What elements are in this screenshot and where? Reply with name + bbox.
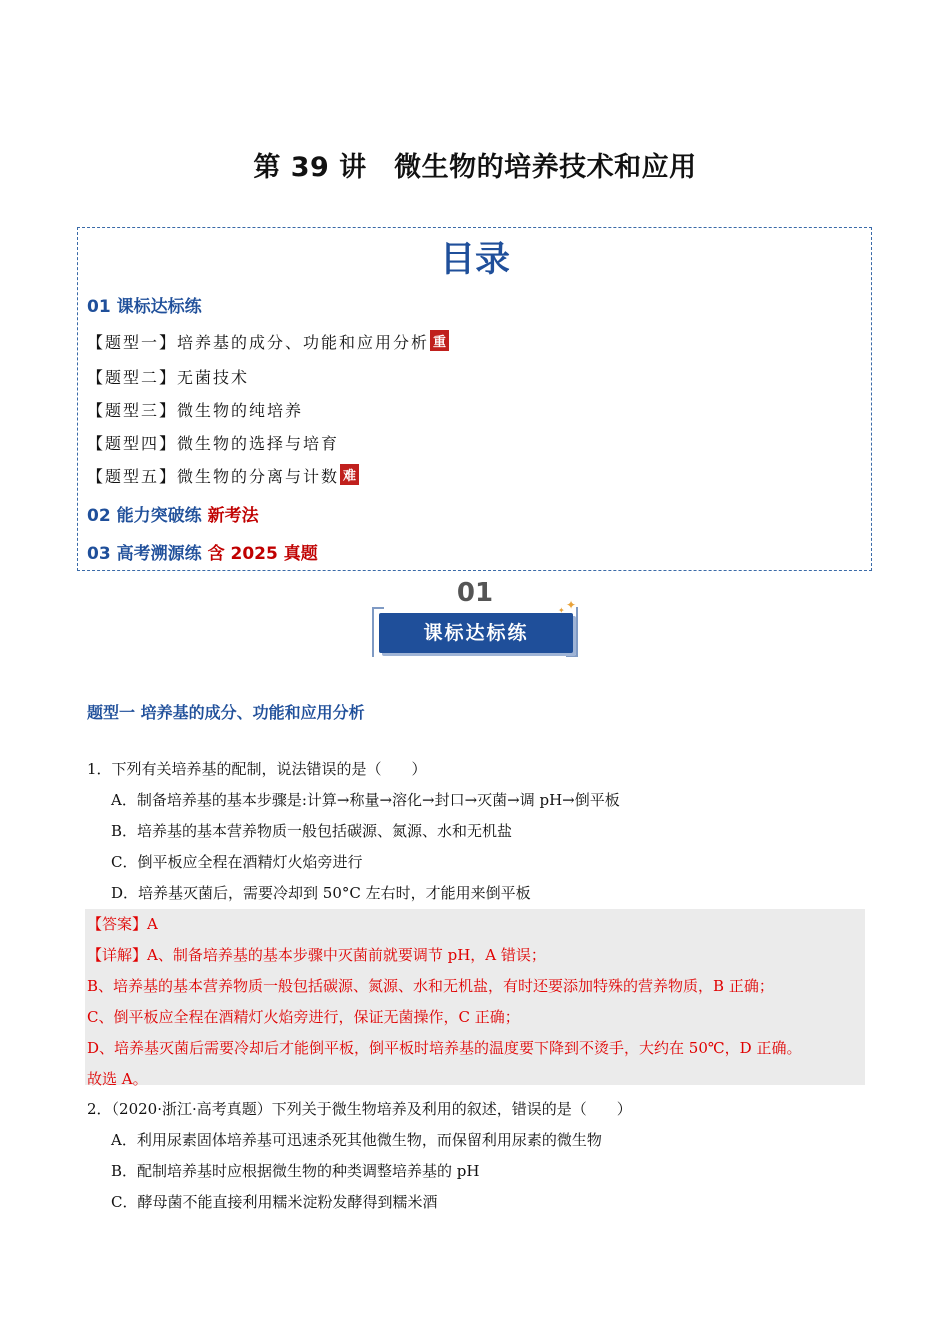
difficult-badge: 难	[340, 464, 359, 485]
explanation-line: C、倒平板应全程在酒精灯火焰旁进行，保证无菌操作，C 正确；	[87, 1008, 520, 1026]
toc-item-label: 【题型四】微生物的选择与培育	[87, 434, 340, 453]
toc-item-3[interactable]	[87, 398, 303, 421]
question-1-option-a: A．制备培养基的基本步骤是:计算→称量→溶化→封口→灭菌→调 pH→倒平板	[111, 791, 620, 809]
question-2-option-b: B．配制培养基时应根据微生物的种类调整培养基的 pH	[111, 1162, 480, 1180]
sparkle-icon: ✦	[558, 606, 565, 615]
toc-item-1[interactable]	[87, 330, 449, 353]
question-1-option-d: D．培养基灭菌后，需要冷却到 50°C 左右时，才能用来倒平板	[111, 884, 531, 902]
explanation-line: D、培养基灭菌后需要冷却后才能倒平板，倒平板时培养基的温度要下降到不烫手，大约在 50℃，D 正确。	[87, 1039, 802, 1057]
toc-heading: 目录	[439, 240, 510, 280]
toc-section-1[interactable]: 01 课标达标练	[87, 297, 202, 317]
toc-section-tag: 新考法	[207, 506, 259, 526]
toc-section-3[interactable]	[87, 539, 318, 564]
toc-item-label: 【题型二】无菌技术	[87, 368, 250, 387]
toc-section-label: 03 高考溯源练	[87, 544, 202, 564]
important-badge: 重	[430, 330, 449, 351]
toc-section-tag: 含 2025 真题	[207, 544, 318, 564]
question-1-stem: 1．下列有关培养基的配制，说法错误的是（ ）	[87, 760, 427, 778]
toc-item-label: 【题型三】微生物的纯培养	[87, 401, 304, 420]
explanation-line: 【详解】A、制备培养基的基本步骤中灭菌前就要调节 pH，A 错误；	[87, 946, 546, 964]
toc-item-2[interactable]	[87, 365, 249, 388]
question-1-option-b: B．培养基的基本营养物质一般包括碳源、氮源、水和无机盐	[111, 822, 513, 840]
explanation-line: B、培养基的基本营养物质一般包括碳源、氮源、水和无机盐，有时还要添加特殊的营养物质，B 正确；	[87, 977, 774, 995]
explanation-line: 故选 A。	[87, 1070, 148, 1088]
answer-line: 【答案】A	[87, 915, 158, 933]
question-1-option-c: C．倒平板应全程在酒精灯火焰旁进行	[111, 853, 363, 871]
question-2-option-a: A．利用尿素固体培养基可迅速杀死其他微生物，而保留利用尿素的微生物	[111, 1131, 602, 1149]
sparkle-icon: ✦	[566, 598, 577, 612]
type-heading: 题型一 培养基的成分、功能和应用分析	[87, 703, 365, 722]
answer-block	[85, 909, 865, 1085]
question-2-stem: 2．（2020·浙江·高考真题）下列关于微生物培养及利用的叙述，错误的是（ ）	[87, 1100, 632, 1118]
section-banner: 课标达标练	[379, 613, 573, 653]
toc-item-5[interactable]	[87, 464, 359, 487]
toc-section-2[interactable]	[87, 501, 259, 526]
toc-section-label: 02 能力突破练	[87, 506, 202, 526]
toc-item-label: 【题型一】培养基的成分、功能和应用分析	[87, 333, 430, 352]
toc-item-4[interactable]	[87, 431, 339, 454]
page-title: 第 39 讲 微生物的培养技术和应用	[253, 152, 697, 183]
toc-item-label: 【题型五】微生物的分离与计数	[87, 467, 340, 486]
section-banner-number: 01	[456, 578, 494, 608]
question-2-option-c: C．酵母菌不能直接利用糯米淀粉发酵得到糯米酒	[111, 1193, 438, 1211]
